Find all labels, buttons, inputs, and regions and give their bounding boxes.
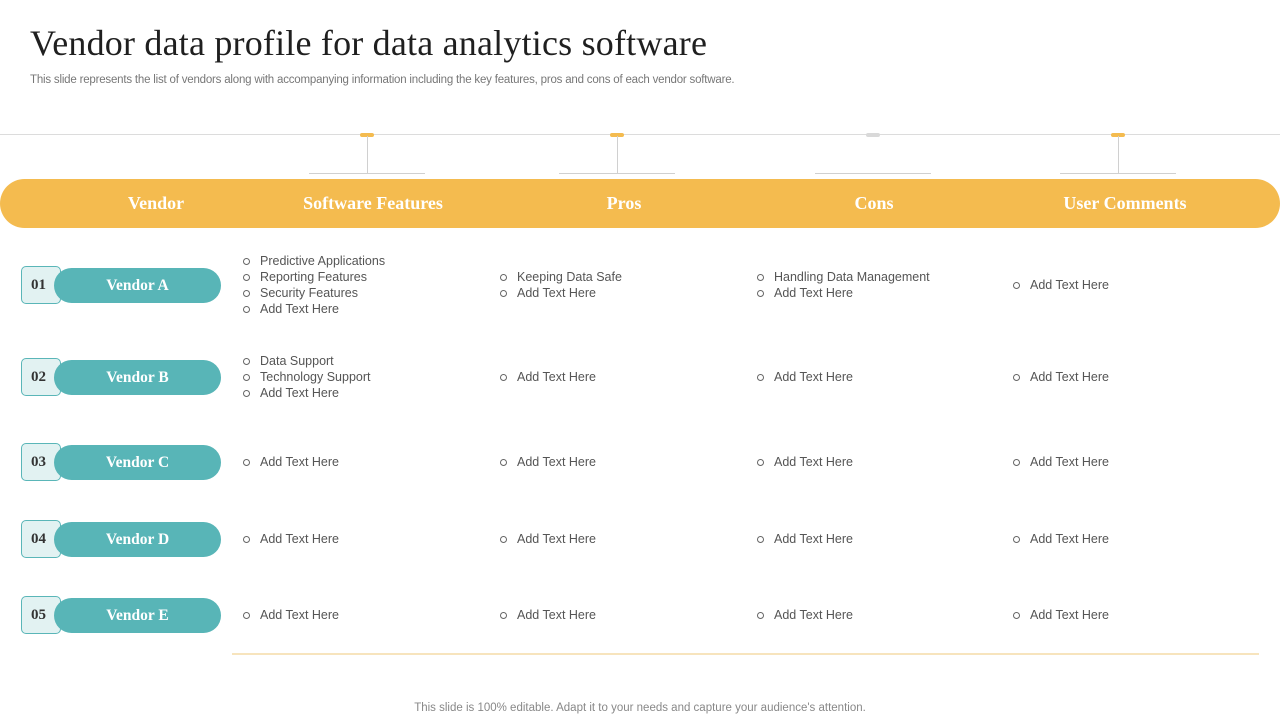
features-cell	[241, 454, 486, 470]
pros-list	[498, 369, 743, 385]
page-subtitle: This slide represents the list of vendors along with accompanying information including the key features, pros and cons of each vendor software.	[30, 74, 735, 86]
connector-features	[309, 133, 425, 177]
cons-list	[755, 369, 1000, 385]
bullet-item: Add Text Here	[241, 531, 486, 547]
features-cell	[241, 353, 486, 401]
connector-comments	[1060, 133, 1176, 177]
row-number-badge: 05	[21, 596, 61, 634]
bullet-item: Add Text Here	[1011, 454, 1256, 470]
bullet-item: Add Text Here	[1011, 277, 1256, 293]
features-cell	[241, 253, 486, 317]
features-list	[241, 454, 486, 470]
cons-list	[755, 269, 1000, 301]
bullet-item: Add Text Here	[755, 454, 1000, 470]
bullet-item: Add Text Here	[755, 369, 1000, 385]
comments-cell	[1011, 369, 1256, 385]
cons-list	[755, 454, 1000, 470]
row-number-badge: 02	[21, 358, 61, 396]
page-title: Vendor data profile for data analytics software	[30, 23, 708, 63]
bullet-item: Add Text Here	[241, 385, 486, 401]
vendor-name-pill: Vendor E	[54, 598, 221, 633]
bullet-item: Handling Data Management	[755, 269, 1000, 285]
vendor-name-pill: Vendor B	[54, 360, 221, 395]
connector-pros	[559, 133, 675, 177]
features-cell	[241, 531, 486, 547]
header-pros: Pros	[606, 193, 642, 213]
vendor-name-pill: Vendor C	[54, 445, 221, 480]
bullet-item: Add Text Here	[1011, 607, 1256, 623]
header-user-comments: User Comments	[1063, 193, 1187, 213]
bullet-item: Add Text Here	[1011, 531, 1256, 547]
cons-list	[755, 607, 1000, 623]
bottom-divider	[232, 653, 1259, 655]
pros-list	[498, 454, 743, 470]
header-vendor: Vendor	[127, 193, 185, 213]
header-software-features: Software Features	[303, 193, 443, 213]
cons-list	[755, 531, 1000, 547]
bullet-item: Reporting Features	[241, 269, 486, 285]
comments-cell	[1011, 531, 1256, 547]
bullet-item: Security Features	[241, 285, 486, 301]
features-list	[241, 607, 486, 623]
comments-cell	[1011, 277, 1256, 293]
bullet-item: Add Text Here	[1011, 369, 1256, 385]
comments-list	[1011, 454, 1256, 470]
bullet-item: Add Text Here	[498, 531, 743, 547]
bullet-item: Add Text Here	[755, 285, 1000, 301]
comments-cell	[1011, 607, 1256, 623]
bullet-item: Predictive Applications	[241, 253, 486, 269]
cons-cell	[755, 369, 1000, 385]
bullet-item: Data Support	[241, 353, 486, 369]
pros-list	[498, 607, 743, 623]
cons-cell	[755, 607, 1000, 623]
pros-cell	[498, 607, 743, 623]
row-number-badge: 03	[21, 443, 61, 481]
pros-list	[498, 531, 743, 547]
vendor-name-pill: Vendor A	[54, 268, 221, 303]
bullet-item: Keeping Data Safe	[498, 269, 743, 285]
connector-dot	[866, 133, 880, 137]
bullet-item: Add Text Here	[498, 369, 743, 385]
features-list	[241, 353, 486, 401]
vendor-name-pill: Vendor D	[54, 522, 221, 557]
cons-cell	[755, 269, 1000, 301]
comments-list	[1011, 369, 1256, 385]
comments-list	[1011, 531, 1256, 547]
cons-cell	[755, 454, 1000, 470]
pros-cell	[498, 269, 743, 301]
cons-cell	[755, 531, 1000, 547]
pros-list	[498, 269, 743, 301]
comments-list	[1011, 277, 1256, 293]
comments-list	[1011, 607, 1256, 623]
bullet-item: Add Text Here	[755, 607, 1000, 623]
features-list	[241, 531, 486, 547]
bullet-item: Add Text Here	[241, 301, 486, 317]
row-number-badge: 01	[21, 266, 61, 304]
bullet-item: Technology Support	[241, 369, 486, 385]
bullet-item: Add Text Here	[241, 454, 486, 470]
footer-note: This slide is 100% editable. Adapt it to your needs and capture your audience's attention.	[414, 702, 866, 714]
connector-cons	[815, 133, 931, 177]
comments-cell	[1011, 454, 1256, 470]
bullet-item: Add Text Here	[241, 607, 486, 623]
features-cell	[241, 607, 486, 623]
row-number-badge: 04	[21, 520, 61, 558]
header-cons: Cons	[854, 193, 894, 213]
features-list	[241, 253, 486, 317]
bullet-item: Add Text Here	[755, 531, 1000, 547]
pros-cell	[498, 531, 743, 547]
pros-cell	[498, 454, 743, 470]
bullet-item: Add Text Here	[498, 285, 743, 301]
bullet-item: Add Text Here	[498, 454, 743, 470]
bullet-item: Add Text Here	[498, 607, 743, 623]
pros-cell	[498, 369, 743, 385]
